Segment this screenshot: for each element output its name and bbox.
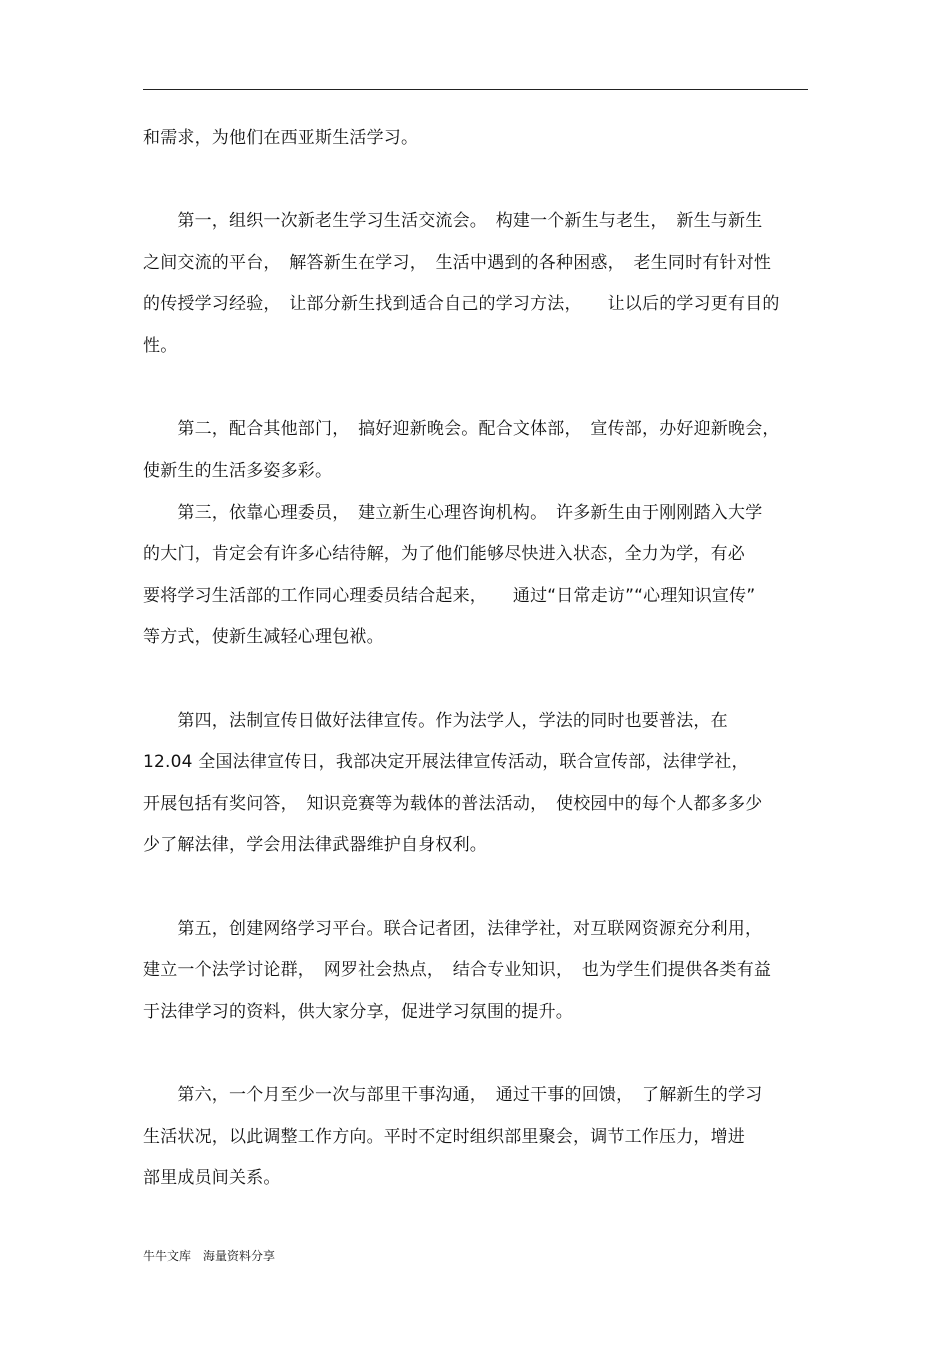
text-line: 的传授学习经验， 让部分新生找到适合自己的学习方法， 让以后的学习更有目的 (143, 294, 780, 314)
text-line: 第四，法制宣传日做好法律宣传。作为法学人，学法的同时也要普法，在 (143, 711, 728, 731)
header-rule (143, 89, 808, 90)
text-line: 于法律学习的资料，供大家分享，促进学习氛围的提升。 (143, 1002, 573, 1022)
page-footer: 牛牛文库 海量资料分享 (143, 1249, 276, 1263)
text-line: 建立一个法学讨论群， 网罗社会热点， 结合专业知识， 也为学生们提供各类有益 (143, 960, 772, 980)
text-line: 等方式，使新生减轻心理包袱。 (143, 627, 384, 647)
text-line: 少了解法律，学会用法律武器维护自身权利。 (143, 835, 487, 855)
text-line: 部里成员间关系。 (143, 1168, 281, 1188)
text-line: 第五，创建网络学习平台。联合记者团，法律学社，对互联网资源充分利用， (143, 919, 763, 939)
text-line: 第一，组织一次新老生学习生活交流会。 构建一个新生与老生， 新生与新生 (143, 211, 763, 231)
text-line: 和需求，为他们在西亚斯生活学习。 (143, 128, 419, 148)
text-line: 开展包括有奖问答， 知识竞赛等为载体的普法活动， 使校园中的每个人都多多少 (143, 794, 763, 814)
text-line: 要将学习生活部的工作同心理委员结合起来， 通过“日常走访”“心理知识宣传” (143, 586, 756, 606)
text-line: 第二，配合其他部门， 搞好迎新晚会。配合文体部， 宣传部，办好迎新晚会， (143, 419, 780, 439)
text-line: 第六，一个月至少一次与部里干事沟通， 通过干事的回馈， 了解新生的学习 (143, 1085, 763, 1105)
text-line: 第三，依靠心理委员， 建立新生心理咨询机构。 许多新生由于刚刚踏入大学 (143, 503, 763, 523)
text-line: 生活状况，以此调整工作方向。平时不定时组织部里聚会，调节工作压力，增进 (143, 1127, 745, 1147)
text-line: 之间交流的平台， 解答新生在学习， 生活中遇到的各种困惑， 老生同时有针对性 (143, 253, 772, 273)
text-line: 12.04 全国法律宣传日，我部决定开展法律宣传活动，联合宣传部，法律学社， (143, 752, 749, 772)
text-line: 使新生的生活多姿多彩。 (143, 461, 333, 481)
text-line: 的大门，肯定会有许多心结待解，为了他们能够尽快进入状态，全力为学，有必 (143, 544, 745, 564)
text-line: 性。 (143, 336, 178, 356)
